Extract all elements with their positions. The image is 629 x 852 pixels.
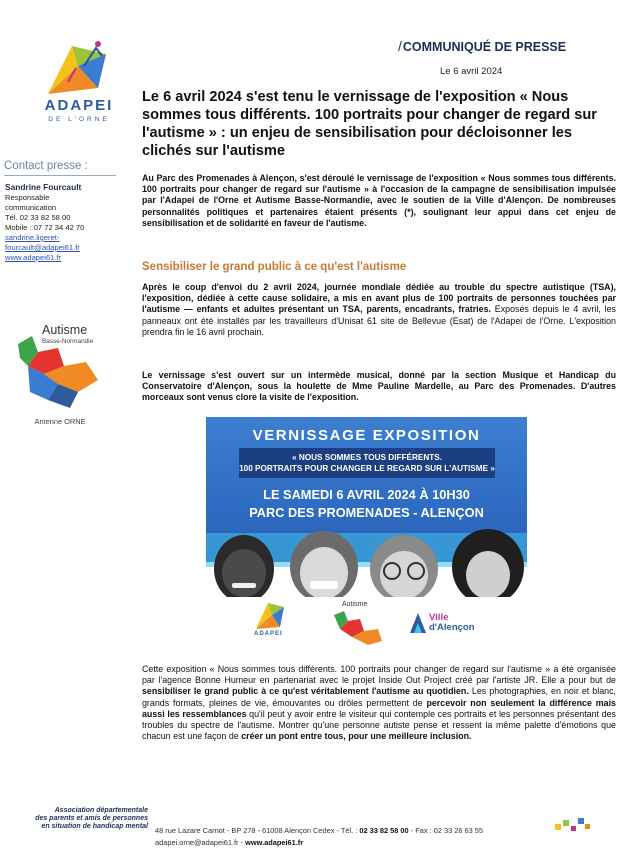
slash-icon: / [398, 38, 402, 54]
footer-dots-icon [553, 814, 593, 836]
contact-person: Sandrine Fourcault [5, 182, 82, 192]
section-title: Sensibiliser le grand public à ce qu'est l'autisme [142, 261, 407, 273]
vernissage-paragraph: Le vernissage s'est ouvert sur un intermède musical, donné par la section Musique et Handicap du Conservatoire d'Alençon, sous la houlette de Mme Pauline Mardelle, au Parc des Promenades. D'autres morceaux sont venus clore la visite de l'exposition. [142, 370, 616, 403]
event-poster [206, 417, 527, 647]
poster-place: PARC DES PROMENADES - ALENÇON [249, 505, 484, 520]
expo-part-2: Les photographies, en noir et blanc, grands formats, pleines de vie, émouvantes ou drôles permettent de [142, 686, 616, 708]
antenne-label: Antenne ORNE [34, 417, 86, 426]
poster-date: LE SAMEDI 6 AVRIL 2024 À 10H30 [263, 487, 470, 502]
contact-role-1: Responsable [5, 193, 50, 202]
footer-org-line-3: en situation de handicap mental [41, 823, 148, 831]
contact-phone: Tél. 02 33 82 58 00 [5, 213, 71, 222]
poster-autisme-logo-icon [334, 611, 382, 645]
adapei-logo [28, 36, 124, 130]
footer-address-text: 48 rue Lazare Carnot - BP 278 - 61008 Alençon Cedex - Tél. : [155, 826, 360, 835]
poster-subtitle-box [239, 448, 495, 478]
poster-adapei-logo-icon [256, 603, 284, 629]
footer-organization [4, 807, 148, 832]
adapei-logo-subtitle: DE L'ORNE [48, 116, 110, 123]
launch-bold: Après le coup d'envoi du 2 avril 2024, journée mondiale dédiée au trouble du spectre autistique (TSA), l'exposition, dédiée à cette cause solidaire, a mis en avant plus de 100 portraits de personnes touchées par l'autisme — enfants et adultes présentant un TSA, parents, encadrants, fratries. [142, 282, 616, 315]
poster-title: VERNISSAGE EXPOSITION [252, 427, 481, 444]
poster-adapei-logo-text: ADAPEI [254, 631, 283, 637]
footer-org-line-1: Association départementale [54, 807, 148, 814]
poster-portraits [206, 517, 527, 597]
footer-web-link[interactable]: www.adapei61.fr [245, 838, 304, 847]
release-date: Le 6 avril 2024 [440, 66, 503, 77]
portrait-4 [452, 529, 524, 597]
adapei-logo-name: ADAPEI [44, 97, 114, 114]
contact-mobile: Mobile : 07 72 34 42 70 [5, 223, 85, 232]
expo-part-1: Cette exposition « Nous sommes tous différents. 100 portraits pour changer de regard sur l'autisme » a été organisée par l'agence Bonne Humeur en partenariat avec le projet Inside Out Project créé par l'artiste JR. Elle a pour but de [142, 664, 616, 686]
poster-subtitle-2: 100 PORTRAITS POUR CHANGER LE REGARD SUR L'AUTISME » [239, 464, 495, 473]
expo-part-3: qu'il peut y avoir entre le visiteur qui contemple ces portraits et les personnes présentant des troubles du spectre de l'autisme. Montrer qu'une personne autiste pense et ressent la même palette d'émotions que chacun est une façon de [142, 708, 616, 742]
press-release-label [398, 38, 566, 54]
footer-tel: 02 33 82 58 00 [359, 826, 409, 835]
contact-heading: Contact presse : [4, 160, 116, 176]
autisme-logo-subtitle: Basse-Normandie [42, 338, 94, 345]
poster-subtitle-1: « NOUS SOMMES TOUS DIFFÉRENTS. [292, 453, 442, 462]
footer-org-line-2: des parents et amis de personnes [35, 815, 148, 823]
footer-address [155, 826, 483, 835]
contact-email-1[interactable]: sandrine.ligeret- [5, 233, 60, 242]
autisme-logo [14, 322, 110, 412]
headline: Le 6 avril 2024 s'est tenu le vernissage de l'exposition « Nous sommes tous différents. 100 portraits pour changer de regard sur l'autisme » : un enjeu de sensibilisation pour décloisonner les clichés sur l'autisme [142, 89, 597, 159]
contact-email-2[interactable]: fourcault@adapei61.fr [5, 243, 80, 252]
footer-contact [155, 838, 303, 847]
contact-role-2: communication [5, 203, 57, 212]
poster-ville-line2: d'Alençon [429, 622, 475, 633]
press-release-text: COMMUNIQUÉ DE PRESSE [402, 40, 567, 54]
portrait-3 [370, 535, 438, 597]
footer-email[interactable]: adapei.orne@adapei61.fr - [155, 838, 246, 847]
expo-bold-3: créer un pont entre tous, pour une meilleure inclusion. [241, 731, 472, 742]
exhibition-paragraph [142, 664, 616, 742]
expo-bold-1: sensibiliser le grand public à ce qu'est véritablement l'autisme au quotidien. [142, 686, 469, 697]
contact-block [5, 182, 117, 263]
launch-paragraph [142, 282, 616, 338]
portrait-1 [214, 535, 274, 597]
poster-autisme-logo-text: Autisme [342, 601, 368, 608]
poster-ville-logo-icon [410, 613, 426, 633]
contact-website-link[interactable]: www.adapei61.fr [5, 253, 62, 262]
adapei-logo-mark [28, 36, 124, 100]
expo-bold-2: percevoir non seulement la différence mais aussi les ressemblances [142, 697, 616, 719]
launch-normal: Exposés depuis le 4 avril, les panneaux ont été installés par les travailleurs d'Unisat 61 site de Bellevue (Esat) de l'Adapei de l'Orne. L'exposition prendra fin le 16 avril prochain. [142, 304, 616, 337]
intro-paragraph: Au Parc des Promenades à Alençon, s'est déroulé le vernissage de l'exposition « Nous sommes tous différents. 100 portraits pour changer de regard sur l'autisme » à l'occasion de la campagne de sensibilisation impulsée par l'Adapei de l'Orne et Autisme Basse-Normandie, avec le soutien de la Ville d'Alençon. De nombreuses personnalités politiques et partenaires étaient présents (*), soulignant leur appui dans cet enjeu de sensibilisation et de solidarité en faveur de l'autisme. [142, 173, 616, 228]
footer-fax: - Fax : 02 33 26 63 55 [408, 826, 484, 835]
poster-ville-line1: Ville [429, 612, 449, 623]
portrait-2 [290, 531, 358, 597]
autisme-logo-title: Autisme [42, 323, 88, 337]
